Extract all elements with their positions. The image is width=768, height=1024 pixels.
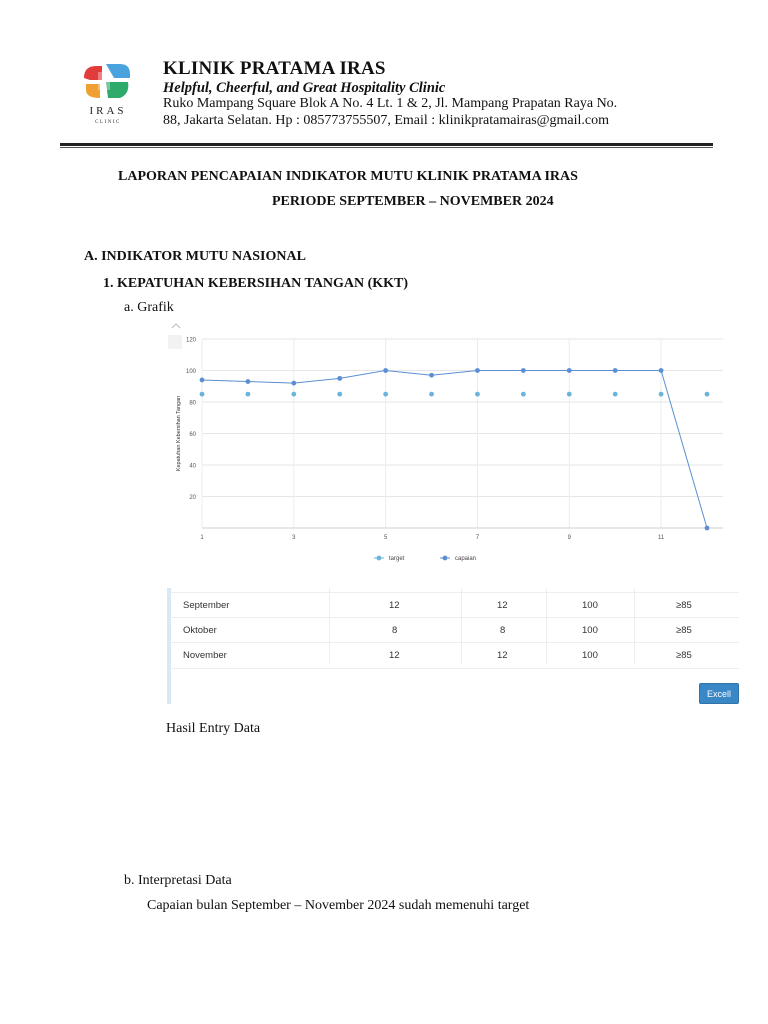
data-point-capaian — [567, 368, 572, 373]
line-chart — [167, 322, 727, 572]
legend-swatch — [443, 556, 448, 561]
cell-target: ≥85 — [676, 600, 692, 611]
series-line-capaian — [202, 371, 707, 529]
section-heading: A. INDIKATOR MUTU NASIONAL — [84, 249, 306, 264]
x-tick-label: 7 — [475, 535, 480, 541]
subheading-interpretasi: b. Interpretasi Data — [124, 873, 232, 888]
interpretation-text: Capaian bulan September – November 2024 sudah memenuhi target — [147, 898, 530, 913]
y-tick-label: 20 — [189, 495, 196, 501]
legend-label: target — [389, 556, 405, 563]
excel-export-button[interactable]: Excell — [699, 683, 739, 704]
cell-numerator: 8 — [392, 625, 398, 636]
report-period: PERIODE SEPTEMBER – NOVEMBER 2024 — [272, 194, 554, 209]
chart-expand-icon — [172, 324, 180, 328]
data-point-target — [383, 392, 388, 397]
clinic-address-line2: 88, Jakarta Selatan. Hp : 085773755507, Email : klinikpratamairas@gmail.com — [163, 113, 610, 128]
y-tick-label: 120 — [185, 337, 196, 344]
cell-target: ≥85 — [676, 650, 692, 661]
cell-denominator: 12 — [497, 650, 508, 661]
data-point-target — [291, 392, 296, 397]
data-point-capaian — [200, 378, 205, 383]
data-point-capaian — [659, 368, 664, 373]
table-caption: Hasil Entry Data — [166, 721, 261, 736]
data-point-capaian — [291, 381, 296, 386]
data-point-target — [429, 392, 434, 397]
x-tick-label: 5 — [383, 535, 388, 541]
clinic-address-line1: Ruko Mampang Square Blok A No. 4 Lt. 1 & 2, Jl. Mampang Prapatan Raya No. — [163, 96, 618, 111]
cell-result: 100 — [582, 625, 598, 636]
data-point-capaian — [613, 368, 618, 373]
data-point-target — [705, 392, 710, 397]
data-point-target — [659, 392, 664, 397]
y-tick-label: 100 — [185, 369, 196, 375]
data-point-capaian — [383, 368, 388, 373]
data-point-capaian — [337, 376, 342, 381]
data-point-target — [613, 392, 618, 397]
table-row — [171, 592, 739, 618]
data-point-target — [246, 392, 251, 397]
y-tick-label: 80 — [189, 400, 196, 407]
indicator-heading: 1. KEPATUHAN KEBERSIHAN TANGAN (KKT) — [103, 276, 409, 291]
cell-result: 100 — [582, 650, 598, 661]
data-point-capaian — [705, 526, 710, 531]
letterhead-divider — [60, 143, 713, 146]
x-tick-label: 1 — [200, 535, 204, 541]
subheading-grafik: a. Grafik — [124, 300, 174, 315]
y-tick-label: 40 — [189, 463, 196, 470]
data-point-target — [475, 392, 480, 397]
data-point-target — [521, 392, 526, 397]
letterhead-divider-thin — [60, 147, 713, 148]
x-tick-label: 9 — [567, 535, 571, 541]
x-tick-label: 3 — [292, 535, 296, 541]
cell-result: 100 — [582, 600, 598, 611]
cell-target: ≥85 — [676, 625, 692, 636]
y-tick-label: 60 — [189, 432, 196, 438]
cell-denominator: 8 — [500, 625, 506, 636]
legend-swatch — [377, 556, 382, 561]
y-axis-label: Kepatuhan Kebersihan Tangan — [176, 395, 182, 472]
data-point-target — [567, 392, 572, 397]
cell-numerator: 12 — [389, 600, 400, 611]
table-row — [171, 617, 739, 643]
legend-label: capaian — [455, 556, 477, 563]
clinic-logo — [80, 60, 136, 126]
data-point-capaian — [429, 373, 434, 378]
cell-month: November — [183, 650, 227, 661]
logo-text: IRAS — [89, 105, 127, 117]
clinic-name: KLINIK PRATAMA IRAS — [163, 58, 386, 79]
report-title: LAPORAN PENCAPAIAN INDIKATOR MUTU KLINIK PRATAMA IRAS — [118, 169, 578, 184]
data-point-capaian — [521, 368, 526, 373]
data-point-target — [337, 392, 342, 397]
cell-numerator: 12 — [389, 650, 400, 661]
cell-month: September — [183, 600, 230, 611]
data-point-capaian — [475, 368, 480, 373]
cell-month: Oktober — [183, 625, 217, 636]
chart-menu-icon — [168, 335, 182, 349]
data-table — [167, 588, 739, 706]
table-row — [171, 642, 739, 669]
data-point-target — [200, 392, 205, 397]
clinic-tagline: Helpful, Cheerful, and Great Hospitality Clinic — [163, 80, 446, 96]
cell-denominator: 12 — [497, 600, 508, 611]
chart-container — [167, 322, 727, 572]
x-tick-label: 11 — [657, 535, 665, 541]
logo-subtext: CLINIC — [95, 120, 121, 125]
data-point-capaian — [246, 379, 251, 384]
